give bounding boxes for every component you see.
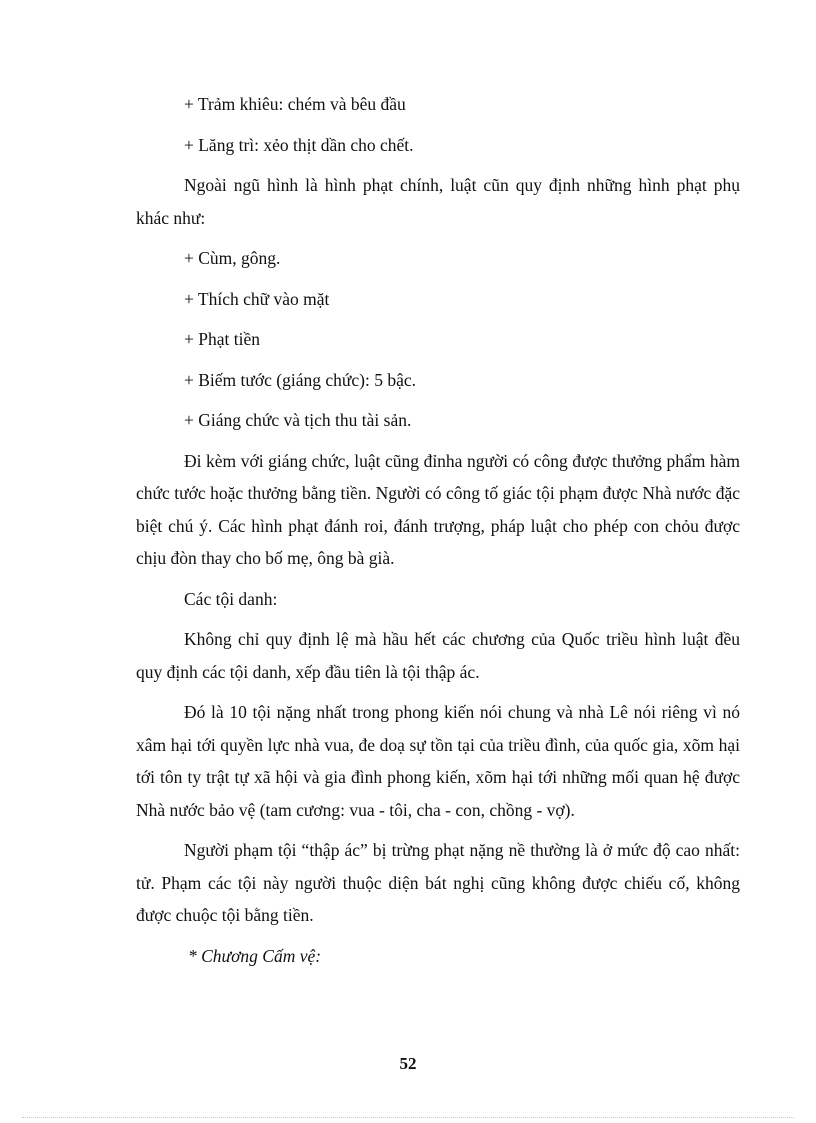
page-number: 52 (399, 1054, 417, 1073)
section-heading-cam-ve: * Chương Cấm vệ: (188, 945, 322, 966)
paragraph-supplementary-penalties: Ngoài ngũ hình là hình phạt chính, luật cũn quy định những hình phạt phụ khác như: (136, 175, 740, 228)
penalty-lang-tri: + Lăng trì: xẻo thịt dần cho chết. (184, 134, 414, 155)
penalty-cum-gong: + Cùm, gông. (184, 248, 281, 268)
page-bottom-divider (22, 1117, 794, 1118)
page-content (136, 88, 740, 980)
paragraph-crimes-heading: Các tội danh: (184, 588, 278, 609)
penalty-biem-tuoc: + Biếm tước (giáng chức): 5 bậc. (184, 369, 416, 390)
penalty-giang-chuc: + Giáng chức và tịch thu tài sản. (184, 410, 412, 430)
paragraph-punishment: Người phạm tội “thập ác” bị trừng phạt nặng nề thường là ở mức độ cao nhất: tử. Phạm các tội này người thuộc diện bát nghị cũng không được chiếu cố, không được chuộc tội bằng tiền. (136, 840, 740, 925)
paragraph-rewards: Đi kèm với giáng chức, luật cũng đỉnha người có công được thưởng phẩm hàm chức tước hoặc thưởng bằng tiền. Người có công tố giác tội phạm được Nhà nước đặc biệt chú ý. Các hình phạt đánh roi, đánh trượng, pháp luật cho phép con chỏu được chịu đòn thay cho bố mẹ, ông bà già. (136, 450, 740, 568)
penalty-thich-chu: + Thích chữ vào mặt (184, 288, 330, 309)
paragraph-ten-crimes: Đó là 10 tội nặng nhất trong phong kiến nói chung và nhà Lê nói riêng vì nó xâm hại tới quyền lực nhà vua, đe doạ sự tồn tại của triều đình, của quốc gia, xõm hại tới tôn ty trật tự xã hội và gia đình phong kiến, xõm hại tới những mối quan hệ được Nhà nước bảo vệ (tam cương: vua - tôi, cha - con, chồng - vợ). (136, 702, 740, 820)
penalty-tram-khieu: + Trảm khiêu: chém và bêu đầu (184, 94, 406, 114)
penalty-phat-tien: + Phạt tiền (184, 329, 260, 349)
paragraph-crimes-intro: Không chỉ quy định lệ mà hầu hết các chương của Quốc triều hình luật đều quy định các tội danh, xếp đầu tiên là tội thập ác. (136, 629, 740, 682)
